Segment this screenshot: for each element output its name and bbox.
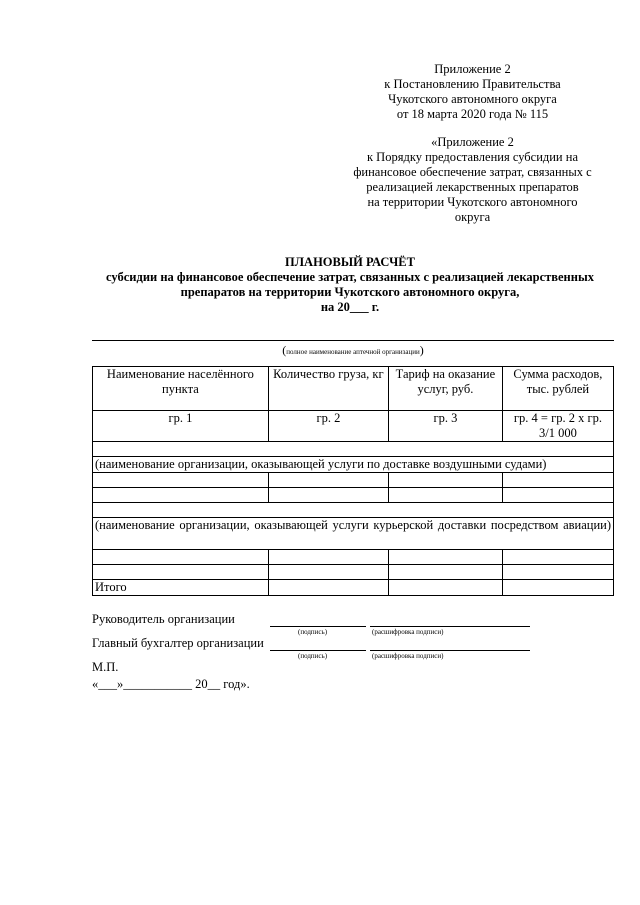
group-number-row — [93, 411, 614, 442]
empty-cell — [268, 565, 388, 580]
empty-cell — [502, 550, 613, 565]
empty-cell — [93, 550, 269, 565]
empty-cell — [93, 565, 269, 580]
empty-cell — [388, 473, 502, 488]
appendix-line: «Приложение 2 — [431, 135, 514, 149]
table-header-row — [93, 367, 614, 411]
decode-caption: (расшифровка подписи) — [372, 652, 444, 660]
empty-cell — [93, 503, 614, 518]
empty-cell — [268, 488, 388, 503]
document-title — [60, 255, 640, 315]
total-label: Итого — [93, 580, 269, 596]
header-cell: Сумма расходов, тыс. рублей — [502, 367, 613, 411]
section-row — [93, 457, 614, 473]
table-row — [93, 473, 614, 488]
head-signature-line — [270, 626, 366, 627]
calculation-table — [92, 366, 614, 596]
empty-cell — [388, 488, 502, 503]
decode-caption: (расшифровка подписи) — [372, 628, 444, 636]
organization-name-line — [92, 340, 614, 341]
title-line: субсидии на финансовое обеспечение затрат, связанных с реализацией лекарственных — [106, 270, 594, 284]
appendix-order-header — [345, 135, 600, 225]
table-row — [93, 550, 614, 565]
section-courier-label: (наименование организации, оказывающей услуги курьерской доставки посредством авиации) — [93, 518, 614, 550]
header-cell: Наименование населённого пункта — [93, 367, 269, 411]
appendix-line: реализацией лекарственных препаратов — [366, 180, 579, 194]
appendix-line: Чукотского автономного округа — [388, 92, 557, 106]
empty-cell — [93, 473, 269, 488]
table-row — [93, 565, 614, 580]
signature-caption: (подпись) — [298, 628, 328, 636]
appendix-line: на территории Чукотского автономного — [367, 195, 578, 209]
group-cell: гр. 2 — [268, 411, 388, 442]
title-line: препаратов на территории Чукотского автономного округа, — [180, 285, 520, 299]
group-cell: гр. 3 — [388, 411, 502, 442]
group-cell: гр. 1 — [93, 411, 269, 442]
accountant-signature-line — [270, 650, 366, 651]
appendix-line: к Порядку предоставления субсидии на — [366, 150, 578, 164]
table-row — [93, 442, 614, 457]
empty-cell — [388, 565, 502, 580]
accountant-decode-line — [370, 650, 530, 651]
title-heading: ПЛАНОВЫЙ РАСЧЁТ — [285, 255, 415, 269]
empty-cell — [502, 565, 613, 580]
organization-caption: (полное наименование аптечной организации) — [282, 343, 424, 357]
stamp-label: М.П. — [92, 660, 119, 674]
appendix-line: Приложение 2 — [434, 62, 511, 76]
empty-cell — [502, 473, 613, 488]
title-line: на 20___ г. — [320, 300, 380, 314]
empty-cell — [388, 580, 502, 596]
total-row — [93, 580, 614, 596]
appendix-line: к Постановлению Правительства — [384, 77, 561, 91]
empty-cell — [268, 580, 388, 596]
empty-cell — [502, 580, 613, 596]
section-air-label: (наименование организации, оказывающей услуги по доставке воздушными судами) — [93, 457, 614, 473]
empty-cell — [93, 488, 269, 503]
table-row — [93, 503, 614, 518]
section-row — [93, 518, 614, 550]
group-cell: гр. 4 = гр. 2 х гр. 3/1 000 — [502, 411, 613, 442]
appendix-header — [345, 62, 600, 122]
accountant-signature-label: Главный бухгалтер организации — [92, 636, 264, 650]
empty-cell — [268, 550, 388, 565]
date-line: «___»___________ 20__ год». — [92, 677, 250, 691]
header-cell: Количество груза, кг — [268, 367, 388, 411]
empty-cell — [502, 488, 613, 503]
empty-cell — [268, 473, 388, 488]
empty-cell — [388, 550, 502, 565]
appendix-line: округа — [454, 210, 491, 224]
appendix-line: финансовое обеспечение затрат, связанных с — [353, 165, 592, 179]
empty-cell — [93, 442, 614, 457]
appendix-line: от 18 марта 2020 года № 115 — [396, 107, 549, 121]
head-signature-label: Руководитель организации — [92, 612, 235, 626]
signature-caption: (подпись) — [298, 652, 328, 660]
table-row — [93, 488, 614, 503]
header-cell: Тариф на оказание услуг, руб. — [388, 367, 502, 411]
head-decode-line — [370, 626, 530, 627]
